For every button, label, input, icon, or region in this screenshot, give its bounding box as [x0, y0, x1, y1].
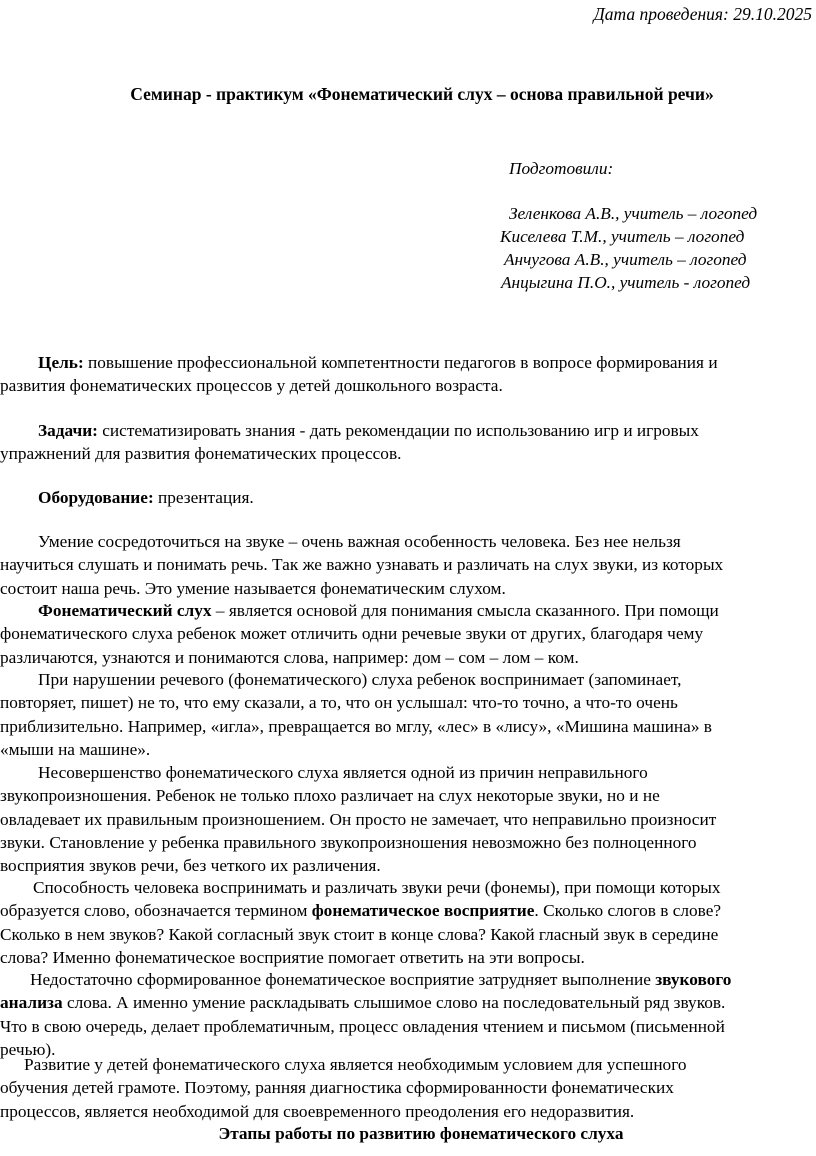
text-line: приблизительно. Например, «игла», превращается во мглу, «лес» в «лису», «Мишина машина» в: [0, 716, 712, 736]
text-line: образуется слово, обозначается термином: [0, 901, 312, 921]
text-line: звукопроизношения. Ребенок не только плохо различает на слух некоторые звуки, но и не: [0, 786, 660, 806]
text-line: научиться слушать и понимать речь. Так же важно узнавать и различать на слух звуки, из которых: [0, 555, 724, 575]
text-line: Развитие у детей фонематического слуха является необходимым условием для успешного: [24, 1055, 687, 1074]
text-line: «мыши на машине».: [0, 739, 151, 759]
text-line: При нарушении речевого (фонематического) слуха ребенок воспринимает (запоминает,: [38, 670, 682, 689]
equipment-paragraph: [0, 486, 816, 509]
text-line: – является основой для понимания смысла сказанного. При помощи: [211, 601, 719, 620]
body-paragraph: [0, 761, 816, 877]
text-line: фонематического слуха ребенок может отличить одни речевые звуки от других, благодаря чему: [0, 624, 704, 644]
text-line: Несовершенство фонематического слуха является одной из причин неправильного: [38, 763, 648, 782]
body-paragraph: [0, 1053, 816, 1123]
equipment-label: Оборудование:: [38, 488, 154, 507]
author-name: Анчугова А.В., учитель – логопед: [504, 250, 747, 269]
bold-term: звукового: [655, 970, 732, 989]
text-line: состоит наша речь. Это умение называется фонематическим слухом.: [0, 578, 506, 598]
text-line: слова? Именно фонематическое восприятие помогает ответить на эти вопросы.: [0, 947, 585, 967]
text-line: повторяет, пишет) не то, что ему сказали, а то, что он услышал: что-то точно, а что-то очень: [0, 693, 678, 713]
tasks-text-line: упражнений для развития фонематических процессов.: [0, 444, 402, 464]
prepared-by-heading: Подготовили:: [509, 159, 614, 178]
text-line: Что в свою очередь, делает проблематичным, процесс овладения чтением и письмом (письменной: [0, 1016, 725, 1036]
author-name: Анцыгина П.О., учитель - логопед: [501, 273, 751, 292]
body-paragraph: [0, 876, 816, 969]
text-line: слова. А именно умение раскладывать слышимое слово на последовательный ряд звуков.: [62, 993, 726, 1013]
goal-text-line: повышение профессиональной компетентности педагогов в вопросе формирования и: [83, 353, 718, 372]
text-line: обучения детей грамоте. Поэтому, ранняя диагностика сформированности фонематических: [0, 1078, 674, 1098]
text-line: овладевает их правильным произношением. Он просто не замечает, что неправильно произносит: [0, 809, 717, 829]
text-line: Способность человека воспринимать и различать звуки речи (фонемы), при помощи которых: [33, 878, 721, 897]
author-name: Зеленкова А.В., учитель – логопед: [509, 204, 758, 223]
goal-paragraph: [0, 351, 816, 398]
tasks-text-line: систематизировать знания - дать рекомендации по использованию игр и игровых: [97, 421, 699, 440]
body-paragraph: [0, 599, 816, 669]
author-name: Киселева Т.М., учитель – логопед: [500, 227, 745, 246]
text-line: Недостаточно сформированное фонематическое восприятие затрудняет выполнение: [30, 970, 656, 989]
text-line: . Сколько слогов в слове?: [534, 901, 722, 921]
tasks-paragraph: [0, 419, 816, 466]
goal-text-line: развития фонематических процессов у детей дошкольного возраста.: [0, 376, 503, 396]
text-line: Умение сосредоточиться на звуке – очень важная особенность человека. Без нее нельзя: [38, 532, 681, 551]
body-paragraph: [0, 668, 816, 761]
text-line: Сколько в нем звуков? Какой согласный звук стоит в конце слова? Какой гласный звук в середине: [0, 924, 719, 944]
section-heading: Этапы работы по развитию фонематического слуха: [218, 1124, 624, 1143]
equipment-text: презентация.: [153, 488, 254, 507]
text-line: речью).: [0, 1039, 56, 1059]
text-line: восприятия звуков речи, без четкого их различения.: [0, 856, 381, 876]
tasks-label: Задачи:: [38, 421, 98, 440]
bold-term: анализа: [0, 993, 63, 1013]
text-line: звуки. Становление у ребенка правильного звукопроизношения невозможно без полноценного: [0, 832, 697, 852]
body-paragraph: [0, 530, 816, 600]
bold-term: фонематическое восприятие: [311, 901, 535, 921]
bold-term: Фонематический слух: [38, 601, 212, 620]
text-line: различаются, узнаются и понимаются слова, например: дом – сом – лом – ком.: [0, 647, 579, 667]
page-title: Семинар - практикум «Фонематический слух – основа правильной речи»: [130, 84, 714, 104]
seminar-date: Дата проведения: 29.10.2025: [593, 4, 812, 24]
body-paragraph: [0, 968, 816, 1061]
goal-label: Цель:: [38, 353, 84, 372]
text-line: процессов, является необходимой для своевременного преодоления его недоразвития.: [0, 1101, 635, 1121]
